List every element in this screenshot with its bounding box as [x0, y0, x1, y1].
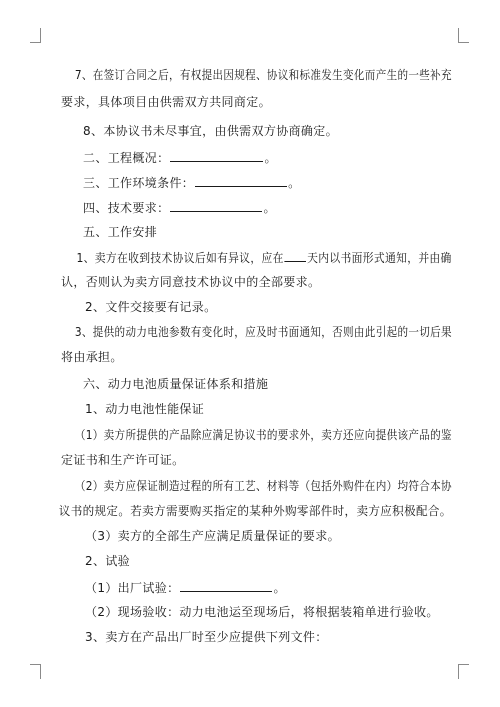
paragraph-line: [0, 428, 452, 442]
blank-underline: [170, 150, 263, 162]
text: （2）现场验收：动力电池运至现场后，将根据装箱单进行验收。: [85, 605, 439, 619]
blank-underline: [285, 250, 307, 262]
section-heading: [0, 377, 268, 391]
blank-underline: [170, 200, 262, 212]
text: 三、工作环境条件：: [83, 176, 195, 190]
text: 认，否则认为卖方同意技术协议中的全部要求。: [61, 275, 321, 289]
paragraph-line: [0, 275, 320, 289]
paragraph-line: [0, 175, 301, 190]
crop-mark-bottom-left: [30, 664, 41, 679]
paragraph-line: [0, 529, 340, 543]
text: 六、动力电池质量保证体系和措施: [83, 377, 269, 391]
text: 。: [263, 201, 276, 215]
text: 议书的规定。若卖方需要购买指定的某种外购零部件时，卖方应积极配合。: [58, 504, 452, 518]
text: 要求，具体项目由供需双方共同商定。: [61, 95, 271, 109]
text: 2、文件交接要有记录。: [85, 300, 217, 314]
paragraph-line: [0, 150, 277, 165]
text: （1）出厂试验：: [85, 581, 180, 595]
text: 将由承担。: [61, 350, 123, 364]
paragraph-line: [0, 95, 271, 109]
text: 二、工程概况：: [83, 151, 170, 165]
crop-mark-bottom-right: [458, 664, 469, 679]
paragraph-line: [0, 504, 452, 518]
paragraph-line: [0, 479, 452, 493]
paragraph-line: [0, 402, 204, 416]
text: 1、动力电池性能保证: [85, 402, 205, 416]
paragraph-line: [0, 605, 439, 619]
paragraph-line: [0, 68, 452, 82]
text: 1、卖方在收到技术协议后如有异议，应在: [76, 251, 284, 265]
paragraph-line: [0, 124, 338, 138]
paragraph-line: [0, 200, 276, 215]
text: 天内以书面形式通知，并由确: [307, 251, 452, 265]
section-heading: [0, 225, 157, 239]
crop-mark-top-left: [30, 28, 41, 43]
text: 7、在签订合同之后，有权提出因规程、协议和标准发生变化而产生的一些补充: [74, 68, 452, 82]
paragraph-line: [0, 580, 286, 595]
text: （1）卖方所提供的产品除应满足协议书的要求外，卖方还应向提供该产品的鉴: [74, 428, 452, 442]
paragraph-line: [0, 630, 328, 644]
text: 五、工作安排: [83, 225, 158, 239]
text: 四、技术要求：: [83, 201, 170, 215]
paragraph-line: [0, 453, 185, 467]
crop-mark-top-right: [458, 28, 469, 43]
blank-underline: [180, 580, 272, 592]
text: 3、卖方在产品出厂时至少应提供下列文件：: [85, 630, 328, 644]
text: 3、提供的动力电池参数有变化时，应及时书面通知，否则由此引起的一切后果: [74, 325, 452, 339]
text: 定证书和生产许可证。: [61, 453, 185, 467]
paragraph-line: [0, 300, 217, 314]
text: 2、试验: [85, 554, 131, 568]
paragraph-line: [0, 554, 130, 568]
paragraph-line: [0, 325, 452, 339]
text: 。: [273, 581, 286, 595]
blank-underline: [195, 175, 287, 187]
text: 8、本协议书未尽事宜，由供需双方协商确定。: [83, 124, 338, 138]
text: （2）卖方应保证制造过程的所有工艺、材料等（包括外购件在内）均符合本协: [74, 479, 452, 493]
text: 。: [288, 176, 301, 190]
text: 。: [264, 151, 277, 165]
paragraph-line: [0, 250, 452, 265]
text: （3）卖方的全部生产应满足质量保证的要求。: [85, 529, 340, 543]
paragraph-line: [0, 350, 123, 364]
